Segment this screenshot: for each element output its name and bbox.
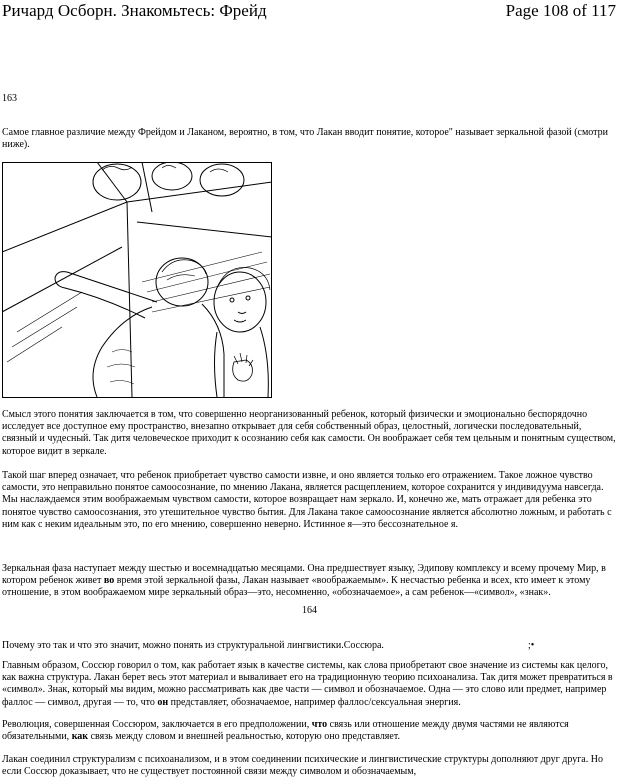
paragraph-last: Лакан соединил структурализм с психоанализом, и в этом соединении психические и лингвистические структуры дополняют друг друга. Но если Соссюр доказывает, что не существует постоянной связи между символом и обозначаемым, — [2, 754, 603, 778]
page-number-164: 164 — [302, 605, 317, 616]
saussure-para-after: представляет, обозначаемое, например фаллос/сексуальная энергия. — [168, 696, 461, 708]
revolution-middle: связь или отношение между двумя частями не являются обязательными, — [2, 719, 569, 743]
saussure-intro: Почему это так и что это значит, можно понять из структуральной лингвистики.Соссюра. — [2, 640, 384, 651]
paragraph-1: Смысл этого понятия заключается в том, что совершенно неорганизованный ребенок, который физически и эмоционально беспорядочно исследует все доступное ему пространство, внезапно открывает для себя собственный образ, целостный, логически последовательный, связный и чудесный. Так дитя человеческое приходит к осознанию себя как самости. Он воображает себя тем цельным и понятным существом, которое видит в зеркале. — [2, 409, 616, 457]
paragraph-mirror-phase — [2, 563, 616, 600]
page-number-163: 163 — [2, 93, 17, 104]
mirror-para-before: Зеркальная фаза наступает между шестью и восемнадцатью месяцами. Она предшествует языку, Эдипову комплексу и всему прочему Мир, в котором ребенок живет — [2, 563, 606, 587]
revolution-after: связь между словом и внешней реальностью, которую оно представляет. — [88, 731, 400, 743]
mirror-para-after: время этой зеркальной фазы, Лакан называет «воображаемым». К несчастью ребенка и всех, кто имеет к этому отношение, в этом воображаемом мире зеркальный образ—это, несомненно, «обозначаемое», а сам ребенок—«символ», «знак». — [2, 575, 591, 599]
stray-mark: ;• — [528, 640, 535, 651]
paragraph-2: Такой шаг вперед означает, что ребенок приобретает чувство самости извне, и оно является только его отражением. Такое ложное чувство самости, это неправильно понятое самоосознание, по мнению Лакана, является расщеплением, которое сохранится у индивидуума навсегда. Мы наслаждаемся этим воображаемым чувством самости, которое возвращает нам зеркало. И, конечно же, мать отражает для ребенка это понятое чувство самоосознания, это утешительное чувство бытия. Для Лакана такое самоосознание является абсолютно ложным, и работать с ним как с неким идеальным это, по его мнению, совершенно неверно. Истинное я—это бессознательное я. — [2, 470, 612, 530]
revolution-bold-2: как — [71, 731, 89, 743]
revolution-bold-1: что — [311, 719, 328, 730]
page-indicator: Page 108 of 117 — [505, 1, 616, 20]
mirror-stage-illustration — [2, 162, 272, 398]
book-title: Ричард Осборн. Знакомьтесь: Фрейд — [2, 1, 267, 20]
page-header — [0, 0, 620, 24]
revolution-before: Революция, совершенная Соссюром, заключается в его предположении, — [2, 719, 312, 730]
paragraph-revolution — [2, 719, 616, 743]
saussure-para-before: Главным образом, Соссюр говорил о том, как работает язык в качестве системы, как слова приобретают свое значение из системы как целого, как важна структура. Лакан берет весь этот материал и вываливает его на традиционную теорию психоанализа. Так дитя может превратиться в «символ». Знак, который мы видим, можно рассматривать как две части — символ и обозначаемое. Одна — это слово или предмет, например фаллос — символ, другая — то, что — [2, 660, 613, 708]
paragraph-saussure — [2, 660, 616, 709]
mirror-para-bold: во — [103, 575, 115, 587]
intro-paragraph: Самое главное различие между Фрейдом и Лаканом, вероятно, в том, что Лакан вводит понятие, которое" называет зеркальной фазой (смотри ниже). — [2, 127, 609, 151]
saussure-para-bold: он — [157, 696, 169, 708]
